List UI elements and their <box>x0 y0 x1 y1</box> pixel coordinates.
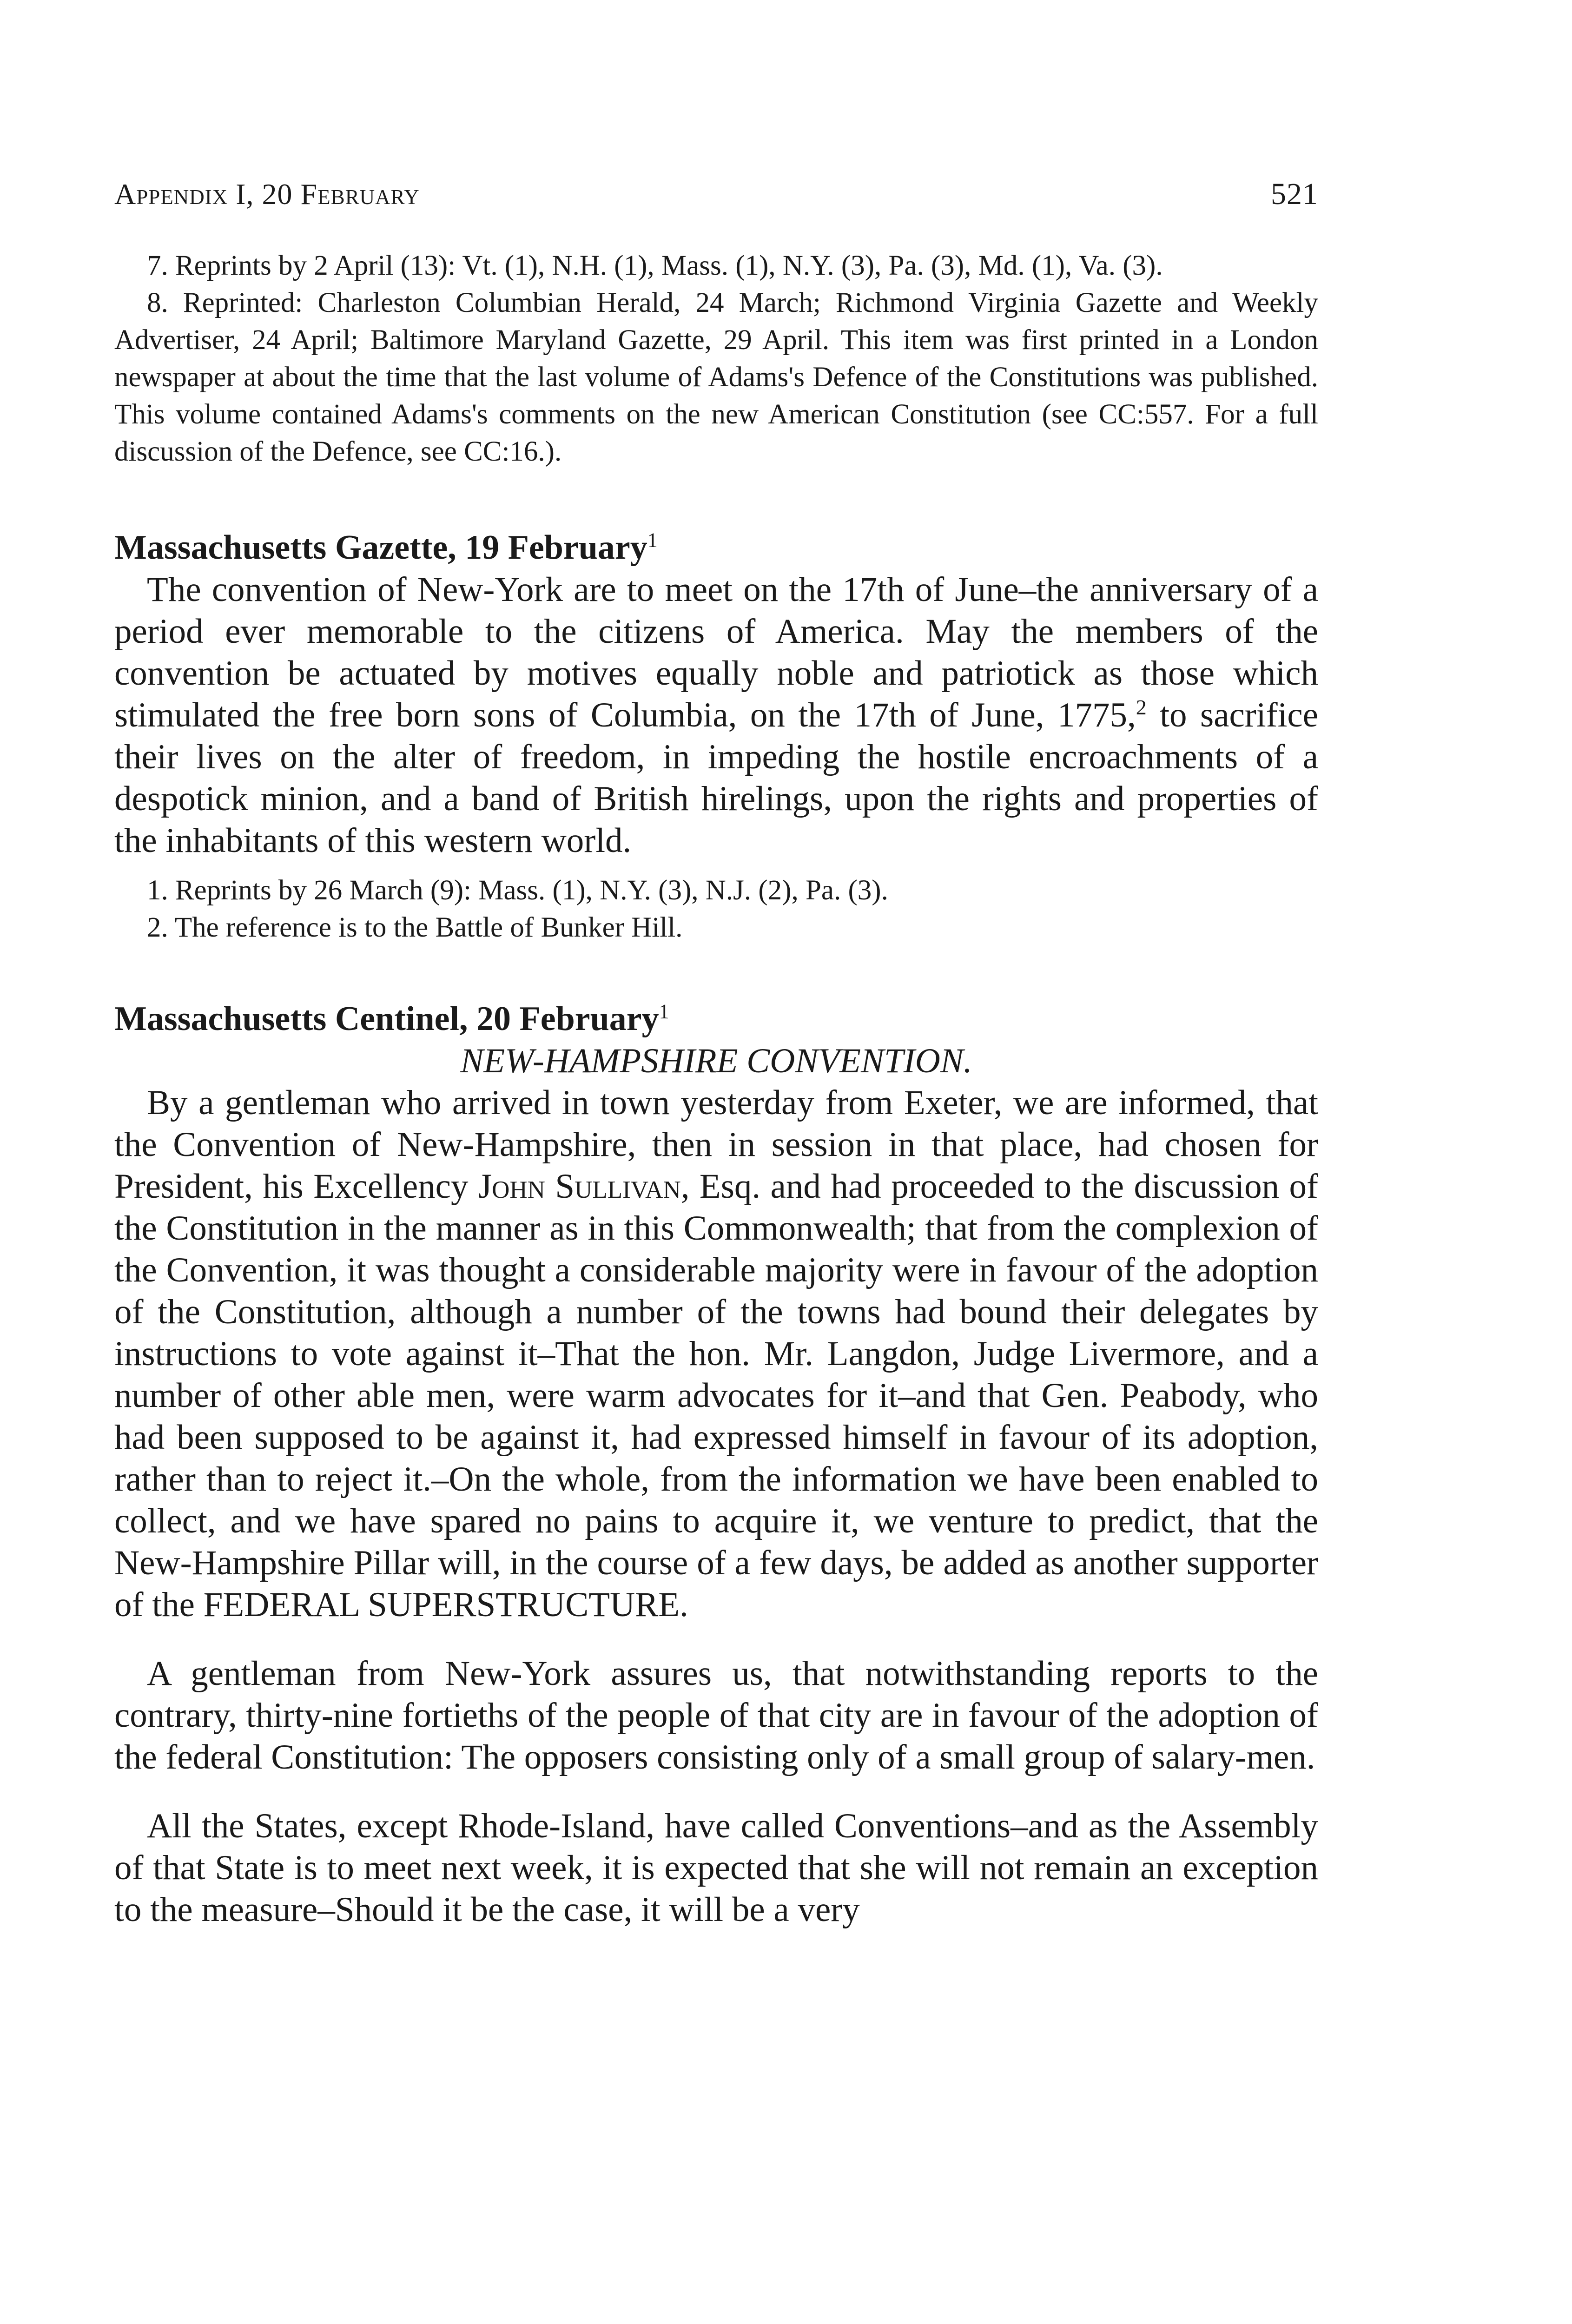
gazette-text-part-2: to sacrifice their lives on the alter of freedom, in impeding the hostile encroachments of a despotick minion, and a band of British hirelings, upon the rights and properties of the inhabitants of this western world. <box>114 696 1319 860</box>
gazette-heading-note-ref: 1 <box>647 528 658 552</box>
centinel-heading-note-ref: 1 <box>659 1000 669 1023</box>
centinel-p1-part-1: By a gentleman who arrived in town yesterday from Exeter, we are informed, that the Convention of New-Hampshire, then in session in that place, had chosen for President, his Excellency <box>114 1083 1318 1206</box>
centinel-paragraph-1 <box>114 1082 1318 1626</box>
gazette-footnote-1: 1. Reprints by 26 March (9): Mass. (1), N.Y. (3), N.J. (2), Pa. (3). <box>147 875 888 906</box>
note-8: 8. Reprinted: Charleston Columbian Herald, 24 March; Richmond Virginia Gazette and Weekly Advertiser, 24 April; Baltimore Maryland Gazette, 29 April. This item was first printed in a London newspaper at about the time that the last volume of Adams's Defence of the Constitutions was published. This volume contained Adams's comments on the new American Constitution (see CC:557. For a full discussion of the Defence, see CC:16.). <box>114 287 1318 467</box>
document-page <box>114 177 1318 1931</box>
centinel-p1-part-2: , Esq. and had proceeded to the discussion of the Constitution in the manner as in this Commonwealth; that from the complexion of the Convention, it was thought a considerable majority were in favour of the adoption of the Constitution, although a number of the towns had bound their delegates by instructions to vote against it–That the hon. Mr. Langdon, Judge Livermore, and a number of other able men, were warm advocates for it–and that Gen. Peabody, who had been supposed to be against it, had expressed himself in favour of its adoption, rather than to reject it.–On the whole, from the information we have been enabled to collect, and we have spared no pains to acquire it, we venture to predict, that the New-Hampshire Pillar will, in the course of a few days, be added as another supporter of the FEDERAL SUPERSTRUCTURE. <box>114 1167 1318 1624</box>
centinel-paragraph-2: A gentleman from New-York assures us, that notwithstanding reports to the contrary, thirty-nine fortieths of the people of that city are in favour of the adoption of the federal Constitution: The opposers consisting only of a small group of salary-men. <box>114 1654 1318 1776</box>
gazette-text-part-1: The convention of New-York are to meet on the 17th of June–the anniversary of a period ever memorable to the citizens of America. May the members of the convention be actuated by motives equally noble and patriotick as those which stimulated the free born sons of Columbia, on the 17th of June, 1775, <box>114 570 1318 734</box>
running-title: Appendix I, 20 February <box>114 178 420 211</box>
gazette-paragraph <box>114 569 1318 862</box>
note-7: 7. Reprints by 2 April (13): Vt. (1), N.H. (1), Mass. (1), N.Y. (3), Pa. (3), Md. (1), Va. (3). <box>147 250 1163 281</box>
gazette-note-ref: 2 <box>1136 695 1147 719</box>
gazette-footnote-2: 2. The reference is to the Battle of Bunker Hill. <box>147 912 683 943</box>
gazette-footnotes <box>114 872 1318 946</box>
centinel-paragraph-3: All the States, except Rhode-Island, have called Conventions–and as the Assembly of that State is to meet next week, it is expected that she will not remain an exception to the measure–Should it be the case, it will be a very <box>114 1807 1318 1929</box>
president-name: John Sullivan <box>478 1167 681 1206</box>
top-notes <box>114 247 1318 470</box>
centinel-heading-text: Massachusetts Centinel, 20 February <box>114 1000 659 1038</box>
centinel-section <box>114 997 1318 1931</box>
centinel-heading <box>114 997 1318 1040</box>
running-header <box>114 177 1318 212</box>
centinel-subheading: NEW-HAMPSHIRE CONVENTION. <box>460 1042 972 1080</box>
gazette-section <box>114 526 1318 946</box>
page-number: 521 <box>1271 177 1318 211</box>
gazette-heading <box>114 526 1318 569</box>
gazette-heading-text: Massachusetts Gazette, 19 February <box>114 528 647 567</box>
